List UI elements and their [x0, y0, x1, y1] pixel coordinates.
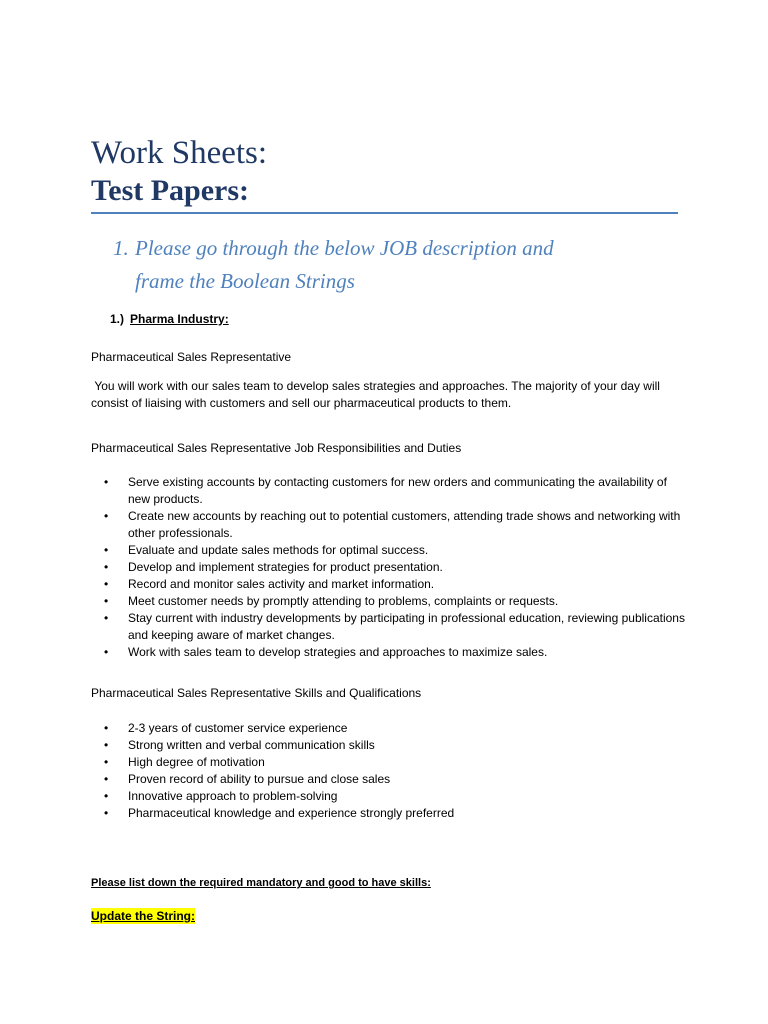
job-title: Pharmaceutical Sales Representative — [91, 350, 292, 364]
intro-text: You will work with our sales team to develop sales strategies and approaches. The majority of your day will consist of liaising with customers and sell our pharmaceutical products to them. — [91, 379, 660, 410]
section-number: 1.) — [110, 312, 125, 326]
title-divider — [91, 212, 678, 214]
list-item: • Evaluate and update sales methods for optimal success. — [91, 542, 691, 559]
question-heading — [113, 232, 693, 298]
list-item: • Innovative approach to problem-solving — [91, 788, 691, 805]
document-subtitle: Test Papers: — [91, 174, 250, 207]
list-item: • Serve existing accounts by contacting customers for new orders and communicating the availability of new products. — [91, 474, 691, 508]
update-string-label: Update the String: — [91, 909, 195, 923]
list-item: • Work with sales team to develop strategies and approaches to maximize sales. — [91, 644, 691, 661]
list-item: • Pharmaceutical knowledge and experience strongly preferred — [91, 805, 691, 822]
responsibilities-list — [91, 474, 691, 661]
section-label: Pharma Industry: — [130, 312, 229, 326]
question-line-1: Please go through the below JOB description and — [135, 236, 554, 260]
list-item: • 2-3 years of customer service experience — [91, 720, 691, 737]
qualifications-list — [91, 720, 691, 822]
list-item: • Create new accounts by reaching out to potential customers, attending trade shows and networking with other professionals. — [91, 508, 691, 542]
list-item: • Meet customer needs by promptly attending to problems, complaints or requests. — [91, 593, 691, 610]
update-label-wrapper — [91, 907, 195, 925]
list-item: • Proven record of ability to pursue and close sales — [91, 771, 691, 788]
list-item: • Develop and implement strategies for product presentation. — [91, 559, 691, 576]
instruction-text: Please list down the required mandatory and good to have skills: — [91, 877, 431, 889]
section-heading — [110, 311, 229, 327]
list-item: • Record and monitor sales activity and market information. — [91, 576, 691, 593]
list-item: • Stay current with industry developments by participating in professional education, reviewing publications and keeping aware of market changes. — [91, 610, 691, 644]
question-line-2: frame the Boolean Strings — [135, 269, 355, 293]
list-item: • Strong written and verbal communication skills — [91, 737, 691, 754]
intro-paragraph — [91, 378, 691, 412]
qualifications-heading: Pharmaceutical Sales Representative Skills and Qualifications — [91, 686, 422, 700]
question-number: 1. — [113, 236, 129, 260]
list-item: • High degree of motivation — [91, 754, 691, 771]
document-title: Work Sheets: — [91, 135, 268, 171]
responsibilities-heading: Pharmaceutical Sales Representative Job Responsibilities and Duties — [91, 441, 462, 455]
